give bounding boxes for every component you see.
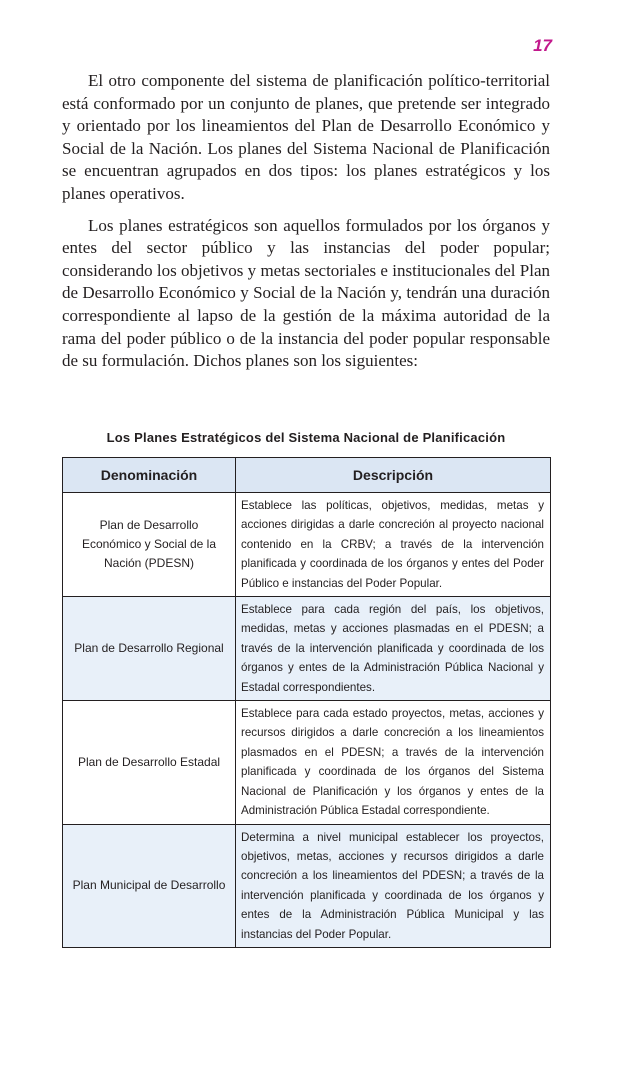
page-number: 17 [533,36,552,55]
table-header-row [63,458,551,493]
paragraph-1: El otro componente del sistema de planificación político-territorial está conformado por un conjunto de planes, que pretende ser integrado y orientado por los lineamientos del Plan de Desarrollo Económico y Social de la Nación. Los planes del Sistema Nacional de Planificación se encuentran agrupados en dos tipos: los planes estratégicos y los planes operativos. [62,71,550,203]
paragraph-2: Los planes estratégicos son aquellos formulados por los órganos y entes del sector público y las instancias del poder popular; considerando los objetivos y metas sectoriales e institucionales del Plan de Desarrollo Económico y Social de la Nación y, tendrán una duración correspondiente al lapso de la gestión de la máxima autoridad de la rama del poder público o de la instancia del poder popular responsable de su formulación. Dichos planes son los siguientes: [62,215,550,371]
plan-description: Establece las políticas, objetivos, medidas, metas y acciones dirigidas a darle concreción al proyecto nacional contenido en la CRBV; a través de la intervención planificada y coordinada de los órganos y entes del Poder Público e instancias del Poder Popular. [236,493,551,597]
body-text [62,70,550,382]
header-descripcion: Descripción [236,458,551,493]
plan-name: Plan de Desarrollo Económico y Social de la Nación (PDESN) [63,493,236,597]
table-row [63,597,551,701]
table-row [63,824,551,947]
plan-description: Determina a nivel municipal establecer los proyectos, objetivos, metas, acciones y recursos dirigidos a darle concreción a los lineamientos del PDESN; a través de la intervención planificada y coordinada de los órganos y entes de la Administración Pública Municipal y las instancias del Poder Popular. [236,824,551,947]
plans-table [62,457,551,948]
table-row [63,493,551,597]
table-row [63,701,551,824]
plan-name: Plan de Desarrollo Estadal [63,701,236,824]
plan-description: Establece para cada estado proyectos, metas, acciones y recursos dirigidos a darle concreción a los lineamientos plasmados en el PDESN; a través de la intervención planificada y coordinada de los órganos del Sistema Nacional de Planificación y los órganos y entes de la Administración Pública Estadal correspondiente. [236,701,551,824]
plan-name: Plan de Desarrollo Regional [63,597,236,701]
plan-description: Establece para cada región del país, los objetivos, medidas, metas y acciones plasmadas en el PDESN; a través de la intervención planificada y coordinada de los órganos y entes de la Administración Pública Nacional y Estadal correspondientes. [236,597,551,701]
header-denominacion: Denominación [63,458,236,493]
table-title: Los Planes Estratégicos del Sistema Nacional de Planificación [106,430,506,445]
plan-name: Plan Municipal de Desarrollo [63,824,236,947]
